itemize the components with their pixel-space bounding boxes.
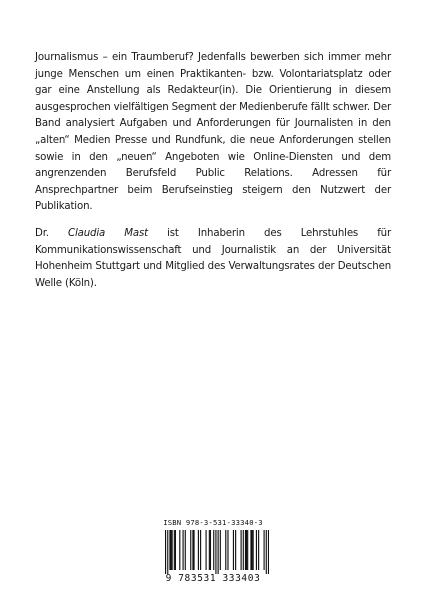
barcode-bar	[206, 530, 207, 570]
barcode-bar	[246, 530, 247, 570]
barcode-bar	[256, 530, 257, 570]
barcode-bar	[190, 530, 191, 570]
barcode-bar	[227, 530, 228, 570]
barcode-bar	[250, 530, 251, 570]
barcode-bar	[165, 530, 166, 574]
barcode-bar	[174, 530, 175, 570]
barcode-bar	[258, 530, 259, 570]
author-bio-text	[35, 226, 391, 292]
barcode-bar	[167, 530, 168, 574]
author-bio-rest: ist Inhaberin des Lehrstuhles für Kommunikationswissenschaft und Journalistik an der Universität Hohenheim Stuttgart und Mitglied des Verwaltungsrates der Deutschen Welle (Köln).	[35, 228, 391, 289]
barcode-bar	[183, 530, 184, 570]
barcode-bar	[218, 530, 219, 574]
barcode-bar	[185, 530, 186, 570]
barcode-bar	[170, 530, 171, 570]
barcode-bar	[245, 530, 246, 570]
barcode-bar	[175, 530, 176, 570]
barcode-bar	[213, 530, 214, 570]
barcode-bar	[172, 530, 173, 570]
isbn-label: ISBN 978-3-531-33340-3	[163, 518, 263, 527]
barcode-bar	[192, 530, 193, 570]
barcode-bar	[198, 530, 199, 570]
barcode-bar	[179, 530, 180, 570]
barcode-bar	[210, 530, 211, 570]
barcode-block	[154, 518, 272, 590]
barcode-bar	[268, 530, 269, 574]
barcode-bar	[251, 530, 252, 570]
barcode-bar	[200, 530, 201, 570]
author-bio	[35, 226, 391, 292]
barcode-bar	[209, 530, 210, 570]
author-name: Claudia Mast	[68, 228, 148, 239]
barcode-bar	[266, 530, 267, 574]
barcode-bar	[253, 530, 254, 570]
blurb-text: Journalismus – ein Traumberuf? Jedenfalls bewerben sich immer mehr junge Menschen um einen Praktikanten- bzw. Volontariatsplatz oder gar eine Anstellung als Redakteur(in). Die Orientierung in diesem ausgesprochen vielfältigen Segment der Medienberufe fällt schwer. Der Band analysiert Aufgaben und Anforderungen für Journalisten in den „alten“ Medien Presse und Rundfunk, die neue Anforderungen stellen sowie in den „neuen“ Angeboten wie Online-Diensten und dem angrenzenden Berufsfeld Public Relations. Adressen für Ansprechpartner beim Berufseinstieg steigern den Nutzwert der Publikation.	[35, 52, 391, 213]
barcode-bar	[233, 530, 234, 570]
barcode-bar	[247, 530, 248, 570]
barcode-bar	[193, 530, 194, 570]
barcode-bar	[241, 530, 242, 570]
barcode-bar	[243, 530, 244, 570]
blurb-paragraph	[35, 50, 391, 216]
author-title: Dr.	[35, 228, 68, 239]
barcode-bar	[220, 530, 221, 570]
barcode-bar	[235, 530, 236, 570]
barcode-bar	[169, 530, 170, 570]
barcode-bar	[264, 530, 265, 570]
barcode-bar	[215, 530, 216, 574]
barcode-digits: 9 783531 333403	[165, 573, 261, 584]
barcode-icon	[157, 530, 269, 574]
barcode-bar	[225, 530, 226, 570]
